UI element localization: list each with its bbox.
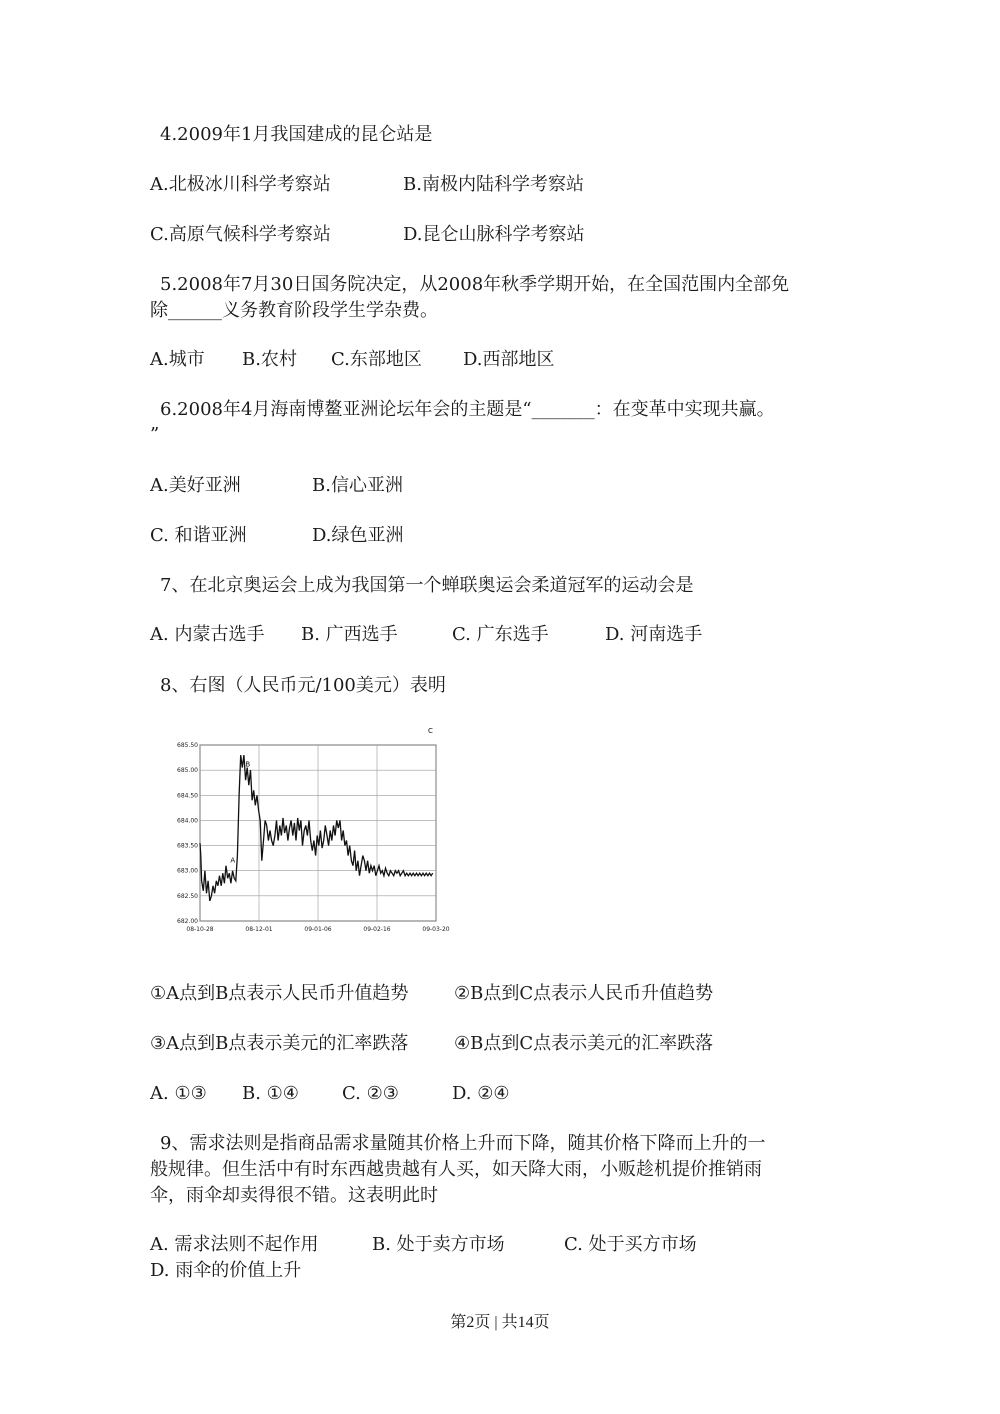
exchange-rate-line (200, 755, 433, 901)
page-footer: 第2页 | 共14页 (450, 1314, 550, 1331)
q9-option-d: D. 雨伞的价值上升 (150, 1260, 302, 1281)
question-6-options-row2 (150, 523, 404, 549)
y-tick-label: 685.50 (177, 742, 198, 749)
q8-option-a: A. ①③ (150, 1083, 207, 1104)
question-9-stem-line2: 般规律。但生活中有时东西越贵越有人买，如天降大雨，小贩趁机提价推销雨 (150, 1159, 762, 1180)
q5-option-d: D.西部地区 (463, 349, 555, 370)
q4-option-d: D.昆仑山脉科学考察站 (403, 224, 585, 245)
q8-option-c: C. ②③ (342, 1083, 399, 1104)
q8-statement-2: ②B点到C点表示人民币升值趋势 (454, 983, 714, 1004)
q8-option-d: D. ②④ (452, 1083, 510, 1104)
question-8-options (150, 1081, 510, 1107)
question-6-stem-line1: 6.2008年4月海南博鳌亚洲论坛年会的主题是“_______：在变革中实现共赢。 (160, 399, 775, 420)
question-9-stem-line1: 9、需求法则是指商品需求量随其价格上升而下降，随其价格下降而上升的一 (160, 1133, 766, 1154)
q6-option-c: C. 和谐亚洲 (150, 525, 247, 546)
question-4-options-row1 (150, 172, 584, 198)
q8-statement-1: ①A点到B点表示人民币升值趋势 (150, 983, 409, 1004)
q9-option-b: B. 处于卖方市场 (372, 1234, 505, 1255)
q7-option-a: A. 内蒙古选手 (150, 624, 265, 645)
y-tick-label: 682.00 (177, 918, 198, 925)
point-label-c: C (428, 727, 433, 735)
question-8-statements-row1 (150, 981, 713, 1007)
question-7-options (150, 622, 702, 648)
q8-statement-4: ④B点到C点表示美元的汇率跌落 (454, 1033, 714, 1054)
x-tick-label: 08-12-01 (245, 926, 273, 933)
q7-option-d: D. 河南选手 (605, 624, 703, 645)
question-4-options-row2 (150, 222, 585, 248)
question-6-options-row1 (150, 473, 403, 499)
exchange-rate-chart (177, 727, 450, 943)
y-tick-label: 684.50 (177, 792, 198, 800)
q6-option-a: A.美好亚洲 (150, 475, 241, 496)
q9-option-a: A. 需求法则不起作用 (150, 1234, 319, 1255)
q9-option-c: C. 处于买方市场 (564, 1234, 697, 1255)
q7-option-b: B. 广西选手 (301, 624, 398, 645)
question-7-stem: 7、在北京奥运会上成为我国第一个蝉联奥运会柔道冠军的运动会是 (160, 575, 694, 596)
x-tick-label: 08-10-28 (186, 926, 214, 933)
question-5-stem-line1: 5.2008年7月30日国务院决定，从2008年秋季学期开始，在全国范围内全部免 (160, 274, 790, 295)
question-6-stem-line2: ” (150, 424, 160, 445)
y-tick-label: 682.50 (177, 892, 198, 900)
q4-option-b: B.南极内陆科学考察站 (403, 174, 584, 195)
q5-option-c: C.东部地区 (331, 349, 422, 370)
question-8-stem: 8、右图（人民币元/100美元）表明 (160, 675, 446, 696)
x-tick-label: 09-02-16 (363, 926, 391, 933)
exchange-rate-chart-svg (177, 727, 450, 943)
q8-statement-3: ③A点到B点表示美元的汇率跌落 (150, 1033, 409, 1054)
x-tick-label: 09-01-06 (304, 926, 332, 933)
q6-option-d: D.绿色亚洲 (312, 525, 404, 546)
y-tick-label: 683.50 (177, 842, 198, 850)
question-8-statements-row2 (150, 1031, 713, 1057)
x-tick-label: 09-03-20 (422, 926, 450, 933)
point-label-a: A (230, 856, 236, 865)
y-tick-label: 683.00 (177, 867, 198, 875)
point-label-b: B (245, 760, 251, 769)
y-tick-label: 684.00 (177, 817, 198, 825)
question-9-options-row2 (150, 1258, 301, 1284)
y-tick-label: 685.00 (177, 767, 198, 775)
q7-option-c: C. 广东选手 (452, 624, 549, 645)
q5-option-a: A.城市 (150, 349, 205, 370)
q4-option-a: A.北极冰川科学考察站 (150, 174, 331, 195)
question-5-options (150, 347, 555, 373)
question-9-stem-line3: 伞，雨伞却卖得很不错。这表明此时 (150, 1185, 438, 1206)
q8-option-b: B. ①④ (242, 1083, 299, 1104)
q6-option-b: B.信心亚洲 (312, 475, 403, 496)
question-5-stem-line2: 除______义务教育阶段学生学杂费。 (150, 300, 438, 321)
q4-option-c: C.高原气候科学考察站 (150, 224, 331, 245)
question-4-stem: 4.2009年1月我国建成的昆仑站是 (160, 124, 433, 145)
question-9-options-row1 (150, 1232, 697, 1258)
q5-option-b: B.农村 (242, 349, 297, 370)
